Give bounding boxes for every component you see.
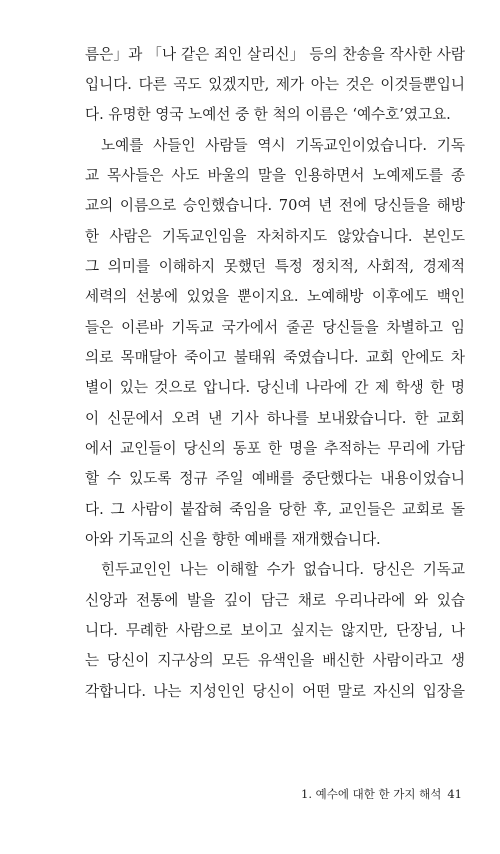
text-line: 이 신문에서 오려 낸 기사 하나를 보내왔습니다. 한 교회 [85, 410, 465, 427]
text-line: 름은」과 「나 같은 죄인 살리신」 등의 찬송을 작사한 사람 [85, 46, 465, 63]
text-line: 할 수 있도록 정규 주일 예배를 중단했다는 내용이었습니 [85, 470, 465, 487]
text-line: 들은 이른바 기독교 국가에서 줄곧 당신들을 차별하고 임 [85, 319, 465, 336]
text-line: 입니다. 다른 곡도 있겠지만, 제가 아는 것은 이것들뿐입니 [85, 76, 465, 93]
text-line: 교 목사들은 사도 바울의 말을 인용하면서 노예제도를 종 [85, 167, 465, 184]
text-line: 의로 목매달아 죽이고 불태워 죽였습니다. 교회 안에도 차 [85, 349, 465, 366]
text-line: 그 의미를 이해하지 못했던 특정 정치적, 사회적, 경제적 [85, 258, 465, 275]
text-line: 다. 그 사람이 붙잡혀 죽임을 당한 후, 교인들은 교회로 돌 [85, 501, 465, 518]
page-number: 41 [447, 787, 462, 801]
chapter-title: 1. 예수에 대한 한 가지 해석 [301, 787, 442, 801]
text-line: 한 사람은 기독교인임을 자처하지도 않았습니다. 본인도 [85, 228, 465, 245]
text-line: 니다. 무례한 사람으로 보이고 싶지는 않지만, 단장님, 나 [85, 622, 465, 639]
text-line: 아와 기독교의 신을 향한 예배를 재개했습니다. [85, 531, 381, 548]
text-line: 힌두교인인 나는 이해할 수가 없습니다. 당신은 기독교 [101, 561, 465, 578]
text-line: 각합니다. 나는 지성인인 당신이 어떤 말로 자신의 입장을 [85, 683, 465, 700]
text-line: 다. 유명한 영국 노예선 중 한 척의 이름은 ‘예수호’였고요. [85, 106, 451, 123]
text-line: 신앙과 전통에 발을 깊이 담근 채로 우리나라에 와 있습 [85, 592, 465, 609]
text-line: 별이 있는 것으로 압니다. 당신네 나라에 간 제 학생 한 명 [85, 379, 465, 396]
text-line: 는 당신이 지구상의 모든 유색인을 배신한 사람이라고 생 [85, 652, 465, 669]
text-line: 에서 교인들이 당신의 동포 한 명을 추적하는 무리에 가담 [85, 440, 465, 457]
page-footer [260, 784, 462, 804]
text-line: 세력의 선봉에 있었을 뿐이지요. 노예해방 이후에도 백인 [85, 288, 465, 305]
text-line: 교의 이름으로 승인했습니다. 70여 년 전에 당신들을 해방 [85, 197, 465, 214]
text-line: 노예를 사들인 사람들 역시 기독교인이었습니다. 기독 [101, 137, 465, 154]
